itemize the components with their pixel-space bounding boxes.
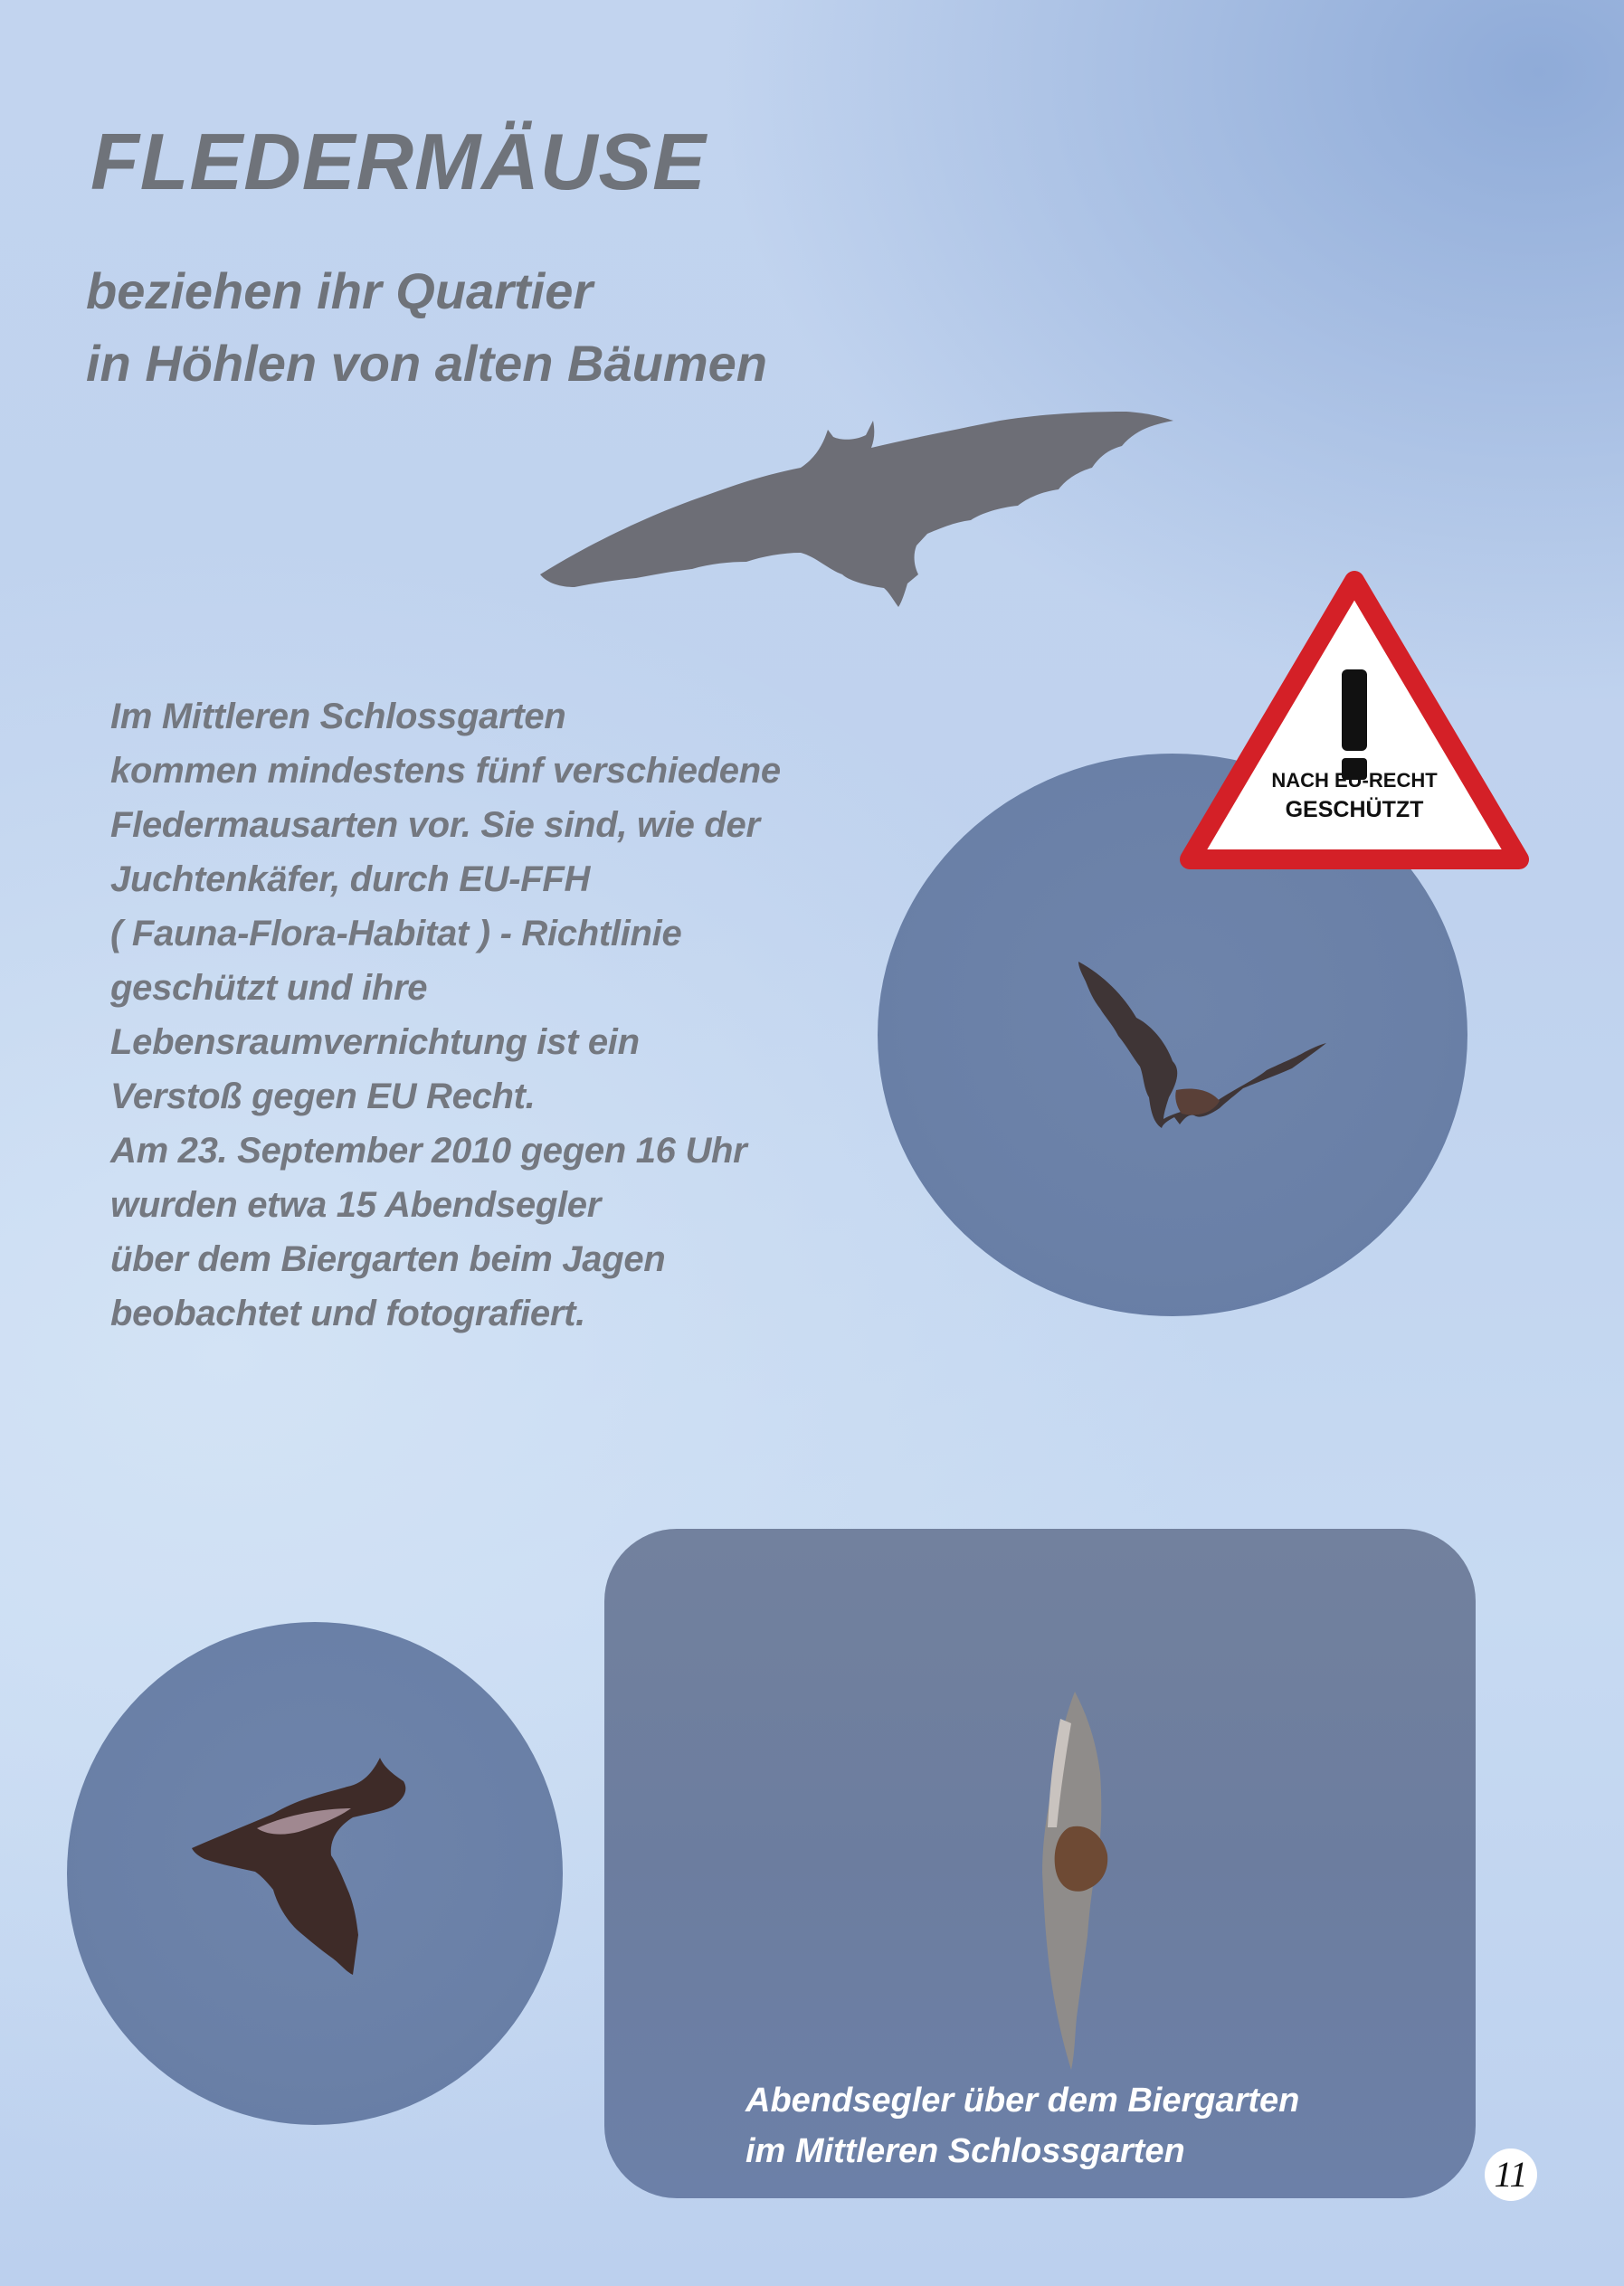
warning-line-1: NACH EU-RECHT <box>1271 769 1438 792</box>
body-line: Verstoß gegen EU Recht. <box>110 1077 536 1116</box>
body-line: ( Fauna-Flora-Habitat ) - Richtlinie <box>110 914 682 953</box>
page-number: 11 <box>1485 2148 1537 2201</box>
warning-sign <box>1179 568 1530 874</box>
subtitle-line: beziehen ihr Quartier <box>86 262 594 319</box>
body-line: Juchtenkäfer, durch EU-FFH <box>110 859 591 899</box>
body-paragraph <box>110 689 781 1341</box>
warning-line-2: GESCHÜTZT <box>1285 797 1424 822</box>
photo-caption <box>746 2075 1299 2177</box>
caption-line: Abendsegler über dem Biergarten <box>746 2082 1300 2120</box>
body-line: Fledermausarten vor. Sie sind, wie der <box>110 805 760 845</box>
body-line: Im Mittleren Schlossgarten <box>110 697 566 736</box>
body-line: geschützt und ihre <box>110 968 428 1008</box>
caption-line: im Mittleren Schlossgarten <box>746 2132 1185 2170</box>
page-subtitle <box>86 255 767 400</box>
body-line: wurden etwa 15 Abendsegler <box>110 1185 601 1225</box>
warning-triangle-icon <box>1179 568 1530 874</box>
flying-bat-illustration <box>529 394 1176 611</box>
subtitle-line: in Höhlen von alten Bäumen <box>86 335 767 392</box>
bat-silhouette <box>67 1622 563 2125</box>
bat-photo-circle-left <box>67 1622 563 2125</box>
body-line: Lebensraumvernichtung ist ein <box>110 1022 640 1062</box>
body-line: Am 23. September 2010 gegen 16 Uhr <box>110 1131 747 1171</box>
body-line: kommen mindestens fünf verschiedene <box>110 751 781 791</box>
body-line: beobachtet und fotografiert. <box>110 1294 585 1333</box>
body-line: über dem Biergarten beim Jagen <box>110 1239 666 1279</box>
page-title: FLEDERMÄUSE <box>90 117 707 206</box>
